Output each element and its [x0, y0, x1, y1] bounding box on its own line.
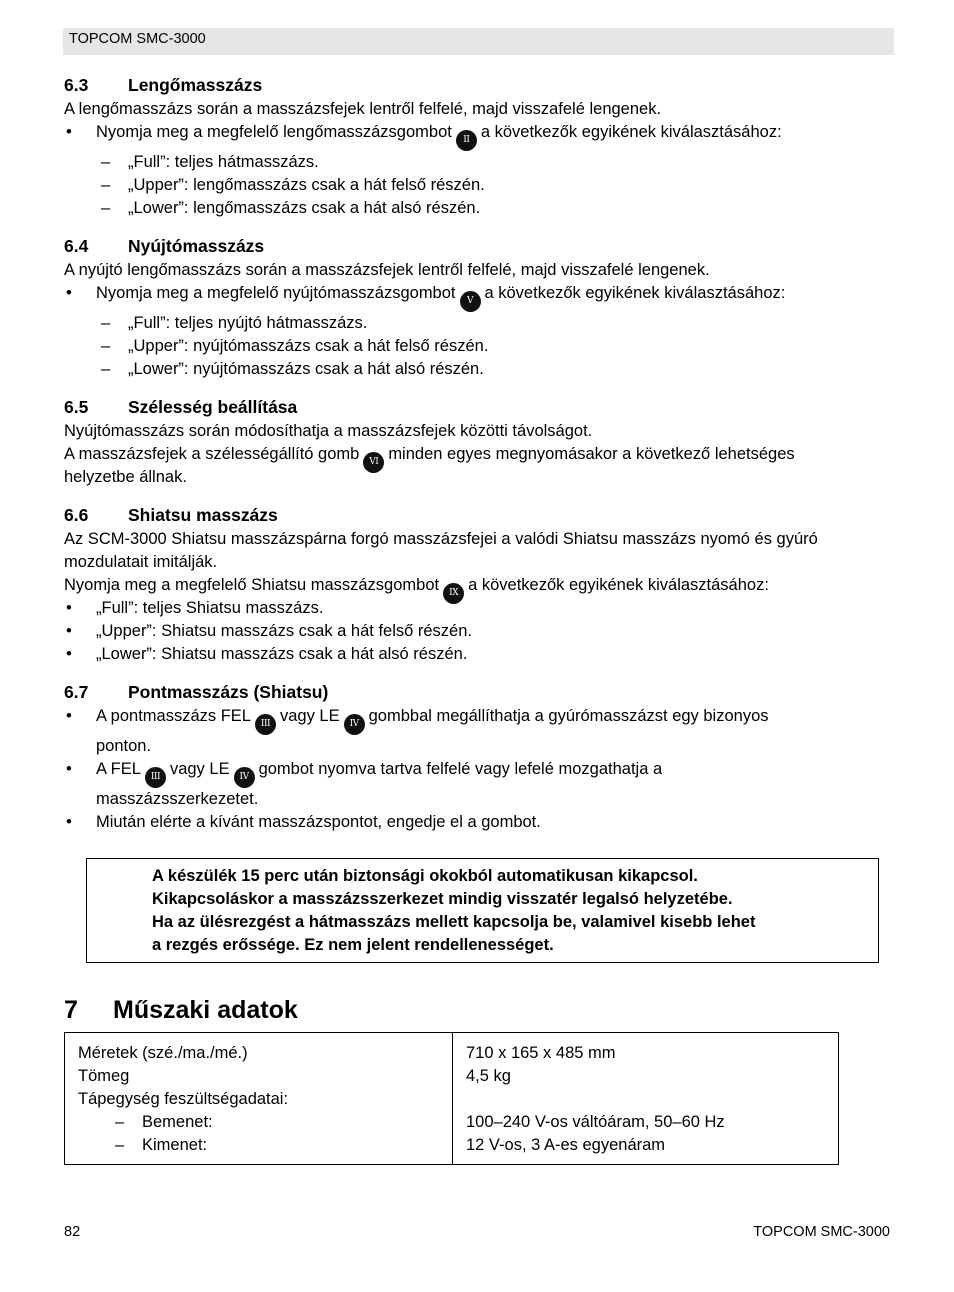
paragraph: Nyújtómasszázs során módosíthatja a masszázsfejek közötti távolságot.: [64, 422, 593, 440]
down-button-icon: IV: [234, 767, 255, 788]
up-button-icon: III: [145, 767, 166, 788]
running-header: [63, 28, 894, 55]
shiatsu-button-icon: IX: [443, 583, 464, 604]
note-line: Kikapcsoláskor a masszázsszerkezet mindig visszatér legalsó helyzetébe.: [152, 890, 733, 908]
dash-item: – „Upper”: nyújtómasszázs csak a hát felső részén.: [64, 335, 894, 358]
paragraph: Az SCM-3000 Shiatsu masszázspárna forgó masszázsfejei a valódi Shiatsu masszázs nyomó és gyúró: [64, 530, 818, 548]
spec-label: Méretek (szé./ma./mé.): [78, 1044, 248, 1062]
header-title: TOPCOM SMC-3000: [69, 31, 206, 47]
paragraph: Nyomja meg a megfelelő Shiatsu masszázsgombot IX a következők egyikének kiválasztásához:: [64, 574, 894, 597]
bullet-item: • Miután elérte a kívánt masszázspontot, engedje el a gombot.: [64, 811, 894, 834]
dash-item: – „Full”: teljes hátmasszázs.: [64, 151, 894, 174]
spec-table: [64, 1032, 839, 1165]
dash-item: – „Full”: teljes nyújtó hátmasszázs.: [64, 312, 894, 335]
dash-item: – „Upper”: lengőmasszázs csak a hát felső részén.: [64, 174, 894, 197]
main-content: [64, 72, 894, 847]
spec-value: 100–240 V-os váltóáram, 50–60 Hz: [466, 1113, 725, 1131]
down-button-icon: IV: [344, 714, 365, 735]
footer-title: TOPCOM SMC-3000: [753, 1224, 890, 1240]
spec-value: [466, 1088, 825, 1111]
spec-label: Tömeg: [78, 1067, 130, 1085]
note-line: A készülék 15 perc után biztonsági okokból automatikusan kikapcsol.: [152, 867, 698, 885]
spec-label: Tápegység feszültségadatai:: [78, 1090, 289, 1108]
paragraph: A nyújtó lengőmasszázs során a masszázsfejek lentről felfelé, majd visszafelé lengenek.: [64, 261, 710, 279]
dash-item: – „Lower”: lengőmasszázs csak a hát alsó részén.: [64, 197, 894, 220]
paragraph: helyzetbe állnak.: [64, 468, 187, 486]
bullet-item: • Nyomja meg a megfelelő nyújtómasszázsgombot V a következők egyikének kiválasztásához:: [64, 282, 894, 312]
paragraph: A masszázsfejek a szélességállító gomb VI minden egyes megnyomásakor a következő lehetséges: [64, 443, 894, 466]
spec-value: 710 x 165 x 485 mm: [466, 1044, 616, 1062]
swing-button-icon: II: [456, 130, 477, 151]
section-6-6: [64, 502, 894, 666]
spec-values-cell: [453, 1033, 839, 1165]
spec-label: – Bemenet:: [78, 1111, 439, 1134]
up-button-icon: III: [255, 714, 276, 735]
bullet-item: • „Full”: teljes Shiatsu masszázs.: [64, 597, 894, 620]
section-heading: 6.5 Szélesség beállítása: [64, 397, 298, 417]
note-line: Ha az ülésrezgést a hátmasszázs mellett kapcsolja be, valamivel kisebb lehet: [152, 913, 756, 931]
section-6-7: [64, 679, 894, 834]
paragraph: A lengőmasszázs során a masszázsfejek lentről felfelé, majd visszafelé lengenek.: [64, 100, 662, 118]
page-number: 82: [64, 1224, 81, 1240]
section-heading: 6.7 Pontmasszázs (Shiatsu): [64, 682, 329, 702]
bullet-item: • „Upper”: Shiatsu masszázs csak a hát felső részén.: [64, 620, 894, 643]
paragraph: mozdulatait imitálják.: [64, 553, 218, 571]
section-6-4: [64, 233, 894, 381]
stretch-button-icon: V: [460, 291, 481, 312]
section-heading: 6.6 Shiatsu masszázs: [64, 505, 278, 525]
width-button-icon: VI: [363, 452, 384, 473]
spec-label: – Kimenet:: [78, 1134, 439, 1157]
spec-labels-cell: [65, 1033, 453, 1165]
note-line: a rezgés erőssége. Ez nem jelent rendellenességet.: [152, 936, 554, 954]
spec-value: 12 V-os, 3 A-es egyenáram: [466, 1136, 666, 1154]
bullet-item: • Nyomja meg a megfelelő lengőmasszázsgombot II a következők egyikének kiválasztásához:: [64, 121, 894, 151]
chapter-heading: 7 Műszaki adatok: [64, 996, 298, 1024]
warning-note-box: [86, 858, 879, 963]
bullet-item: • A pontmasszázs FEL III vagy LE IV gombbal megállíthatja a gyúrómasszázst egy bizonyos ponton.: [64, 705, 894, 758]
dash-item: – „Lower”: nyújtómasszázs csak a hát alsó részén.: [64, 358, 894, 381]
section-heading: 6.4 Nyújtómasszázs: [64, 236, 265, 256]
bullet-item: • „Lower”: Shiatsu masszázs csak a hát alsó részén.: [64, 643, 894, 666]
section-6-3: [64, 72, 894, 220]
section-6-5: [64, 394, 894, 489]
section-heading: 6.3 Lengőmasszázs: [64, 75, 263, 95]
spec-value: 4,5 kg: [466, 1067, 511, 1085]
bullet-item: • A FEL III vagy LE IV gombot nyomva tartva felfelé vagy lefelé mozgathatja a masszázsszerkezetet.: [64, 758, 894, 811]
